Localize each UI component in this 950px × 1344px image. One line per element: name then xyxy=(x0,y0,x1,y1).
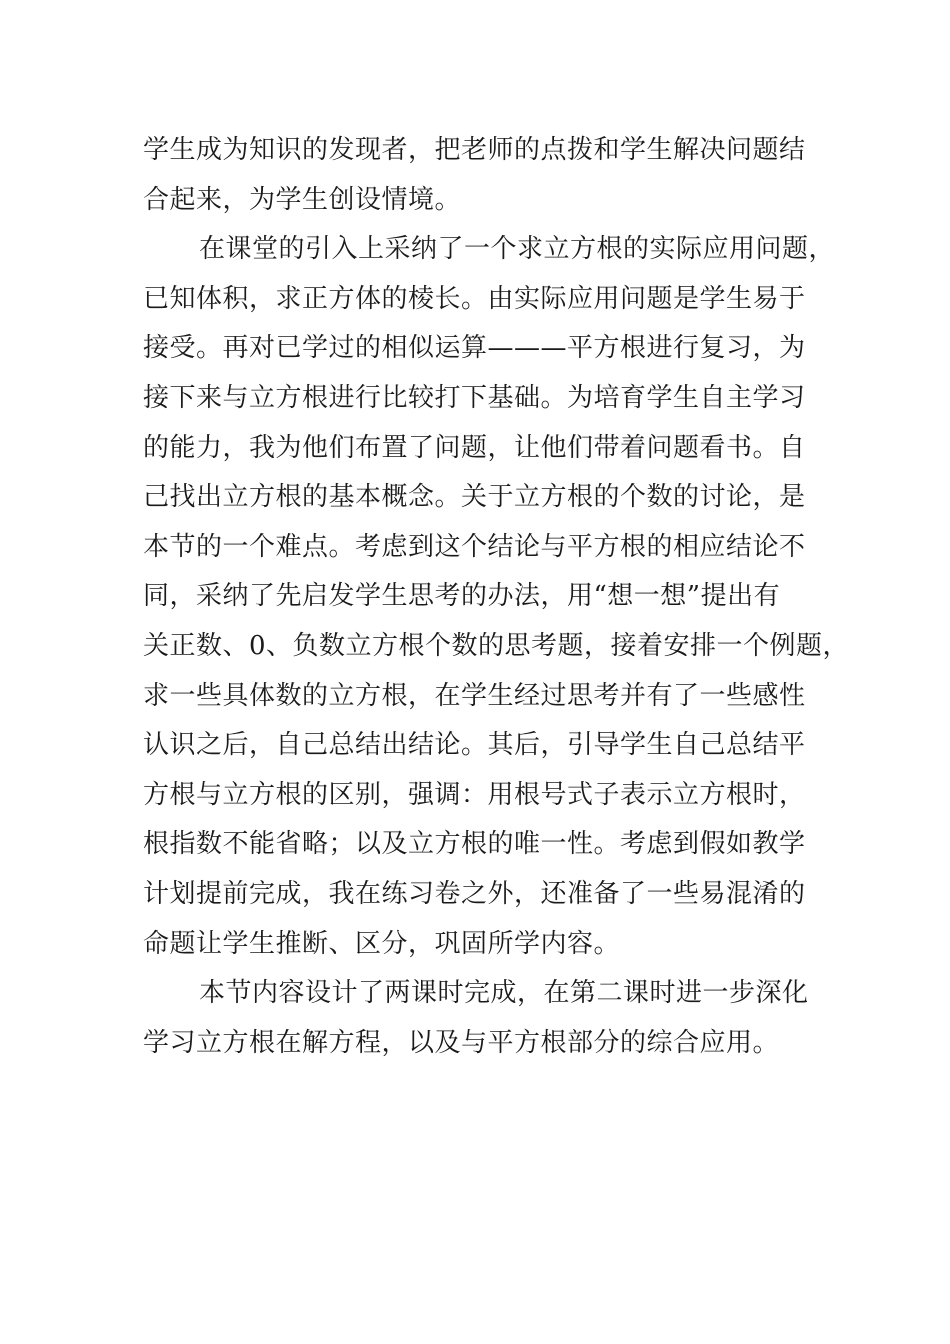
text-line: 关正数、0、负数立方根个数的思考题，接着安排一个例题， xyxy=(143,630,850,661)
text-line: 本节的一个难点。考虑到这个结论与平方根的相应结论不 xyxy=(143,531,806,562)
text-line: 本节内容设计了两课时完成，在第二课时进一步深化 xyxy=(199,978,809,1009)
paragraph-2 xyxy=(143,225,850,969)
paragraph-1 xyxy=(143,126,843,225)
text-line: 接下来与立方根进行比较打下基础。为培育学生自主学习 xyxy=(143,382,806,413)
text-line: 求一些具体数的立方根，在学生经过思考并有了一些感性 xyxy=(143,680,806,711)
text-line: 接受。再对已学过的相似运算———平方根进行复习，为 xyxy=(143,333,806,364)
text-line: 在课堂的引入上采纳了一个求立方根的实际应用问题， xyxy=(199,234,836,265)
text-line: 学生成为知识的发现者，把老师的点拨和学生解决问题结 xyxy=(143,135,806,165)
text-line: 根指数不能省略；以及立方根的唯一性。考虑到假如教学 xyxy=(143,829,806,860)
text-line: 认识之后，自己总结出结论。其后，引导学生自己总结平 xyxy=(143,730,806,761)
text-line: 学习立方根在解方程，以及与平方根部分的综合应用。 xyxy=(143,1027,780,1058)
body-text xyxy=(143,126,850,1068)
text-line: 己找出立方根的基本概念。关于立方根的个数的讨论，是 xyxy=(143,482,806,513)
text-line: 计划提前完成，我在练习卷之外，还准备了一些易混淆的 xyxy=(143,878,806,909)
text-line: 的能力，我为他们布置了问题，让他们带着问题看书。自 xyxy=(143,432,806,463)
paragraph-3 xyxy=(143,969,843,1068)
text-line: 命题让学生推断、区分，巩固所学内容。 xyxy=(143,928,621,959)
text-line: 方根与立方根的区别，强调：用根号式子表示立方根时， xyxy=(143,779,806,810)
text-line: 合起来，为学生创设情境。 xyxy=(143,184,462,215)
text-line: 已知体积，求正方体的棱长。由实际应用问题是学生易于 xyxy=(143,283,806,314)
text-line: 同，采纳了先启发学生思考的办法，用“想一想”提出有 xyxy=(143,581,781,612)
